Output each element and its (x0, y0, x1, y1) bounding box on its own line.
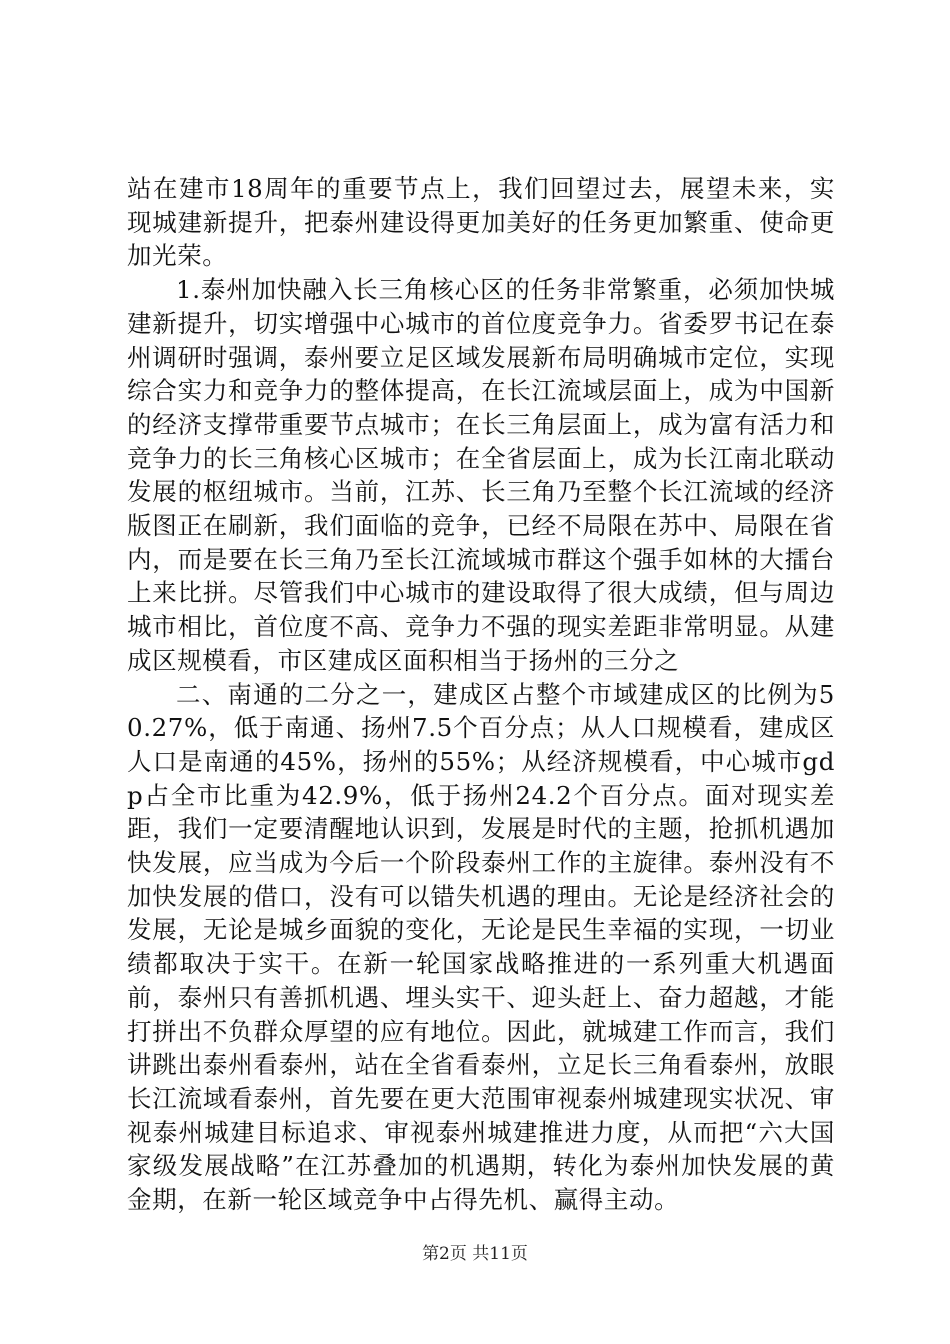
paragraph-1: 站在建市18周年的重要节点上，我们回望过去，展望未来，实现城建新提升，把泰州建设得更加美好的任务更加繁重、使命更加光荣。 (127, 174, 835, 271)
page-number: 第2页 共11页 (422, 1244, 528, 1264)
paragraph-2: 1.泰州加快融入长三角核心区的任务非常繁重，必须加快城建新提升，切实增强中心城市的首位度竞争力。省委罗书记在泰州调研时强调，泰州要立足区域发展新布局明确城市定位，实现综合实力和竞争力的整体提高，在长江流域层面上，成为中国新的经济支撑带重要节点城市；在长三角层面上，成为富有活力和竞争力的长三角核心区城市；在全省层面上，成为长江南北联动发展的枢纽城市。当前，江苏、长三角乃至整个长江流域的经济版图正在刷新，我们面临的竞争，已经不局限在苏中、局限在省内，而是要在长三角乃至长江流域城市群这个强手如林的大擂台上来比拼。尽管我们中心城市的建设取得了很大成绩，但与周边城市相比，首位度不高、竞争力不强的现实差距非常明显。从建成区规模看，市区建成区面积相当于扬州的三分之 (127, 275, 835, 675)
paragraph-3: 二、南通的二分之一，建成区占整个市域建成区的比例为50.27%，低于南通、扬州7.5个百分点；从人口规模看，建成区人口是南通的45%，扬州的55%；从经济规模看，中心城市gdp占全市比重为42.9%，低于扬州24.2个百分点。面对现实差距，我们一定要清醒地认识到，发展是时代的主题，抢抓机遇加快发展，应当成为今后一个阶段泰州工作的主旋律。泰州没有不加快发展的借口，没有可以错失机遇的理由。无论是经济社会的发展，无论是城乡面貌的变化，无论是民生幸福的实现，一切业绩都取决于实干。在新一轮国家战略推进的一系列重大机遇面前，泰州只有善抓机遇、埋头实干、迎头赶上、奋力超越，才能打拼出不负群众厚望的应有地位。因此，就城建工作而言，我们讲跳出泰州看泰州，站在全省看泰州，立足长三角看泰州，放眼长江流域看泰州，首先要在更大范围审视泰州城建现实状况、审视泰州城建目标追求、审视泰州城建推进力度，从而把“六大国家级发展战略”在江苏叠加的机遇期，转化为泰州加快发展的黄金期，在新一轮区域竞争中占得先机、赢得主动。 (127, 679, 835, 1215)
document-body (127, 172, 835, 1217)
page-footer (0, 1243, 950, 1265)
